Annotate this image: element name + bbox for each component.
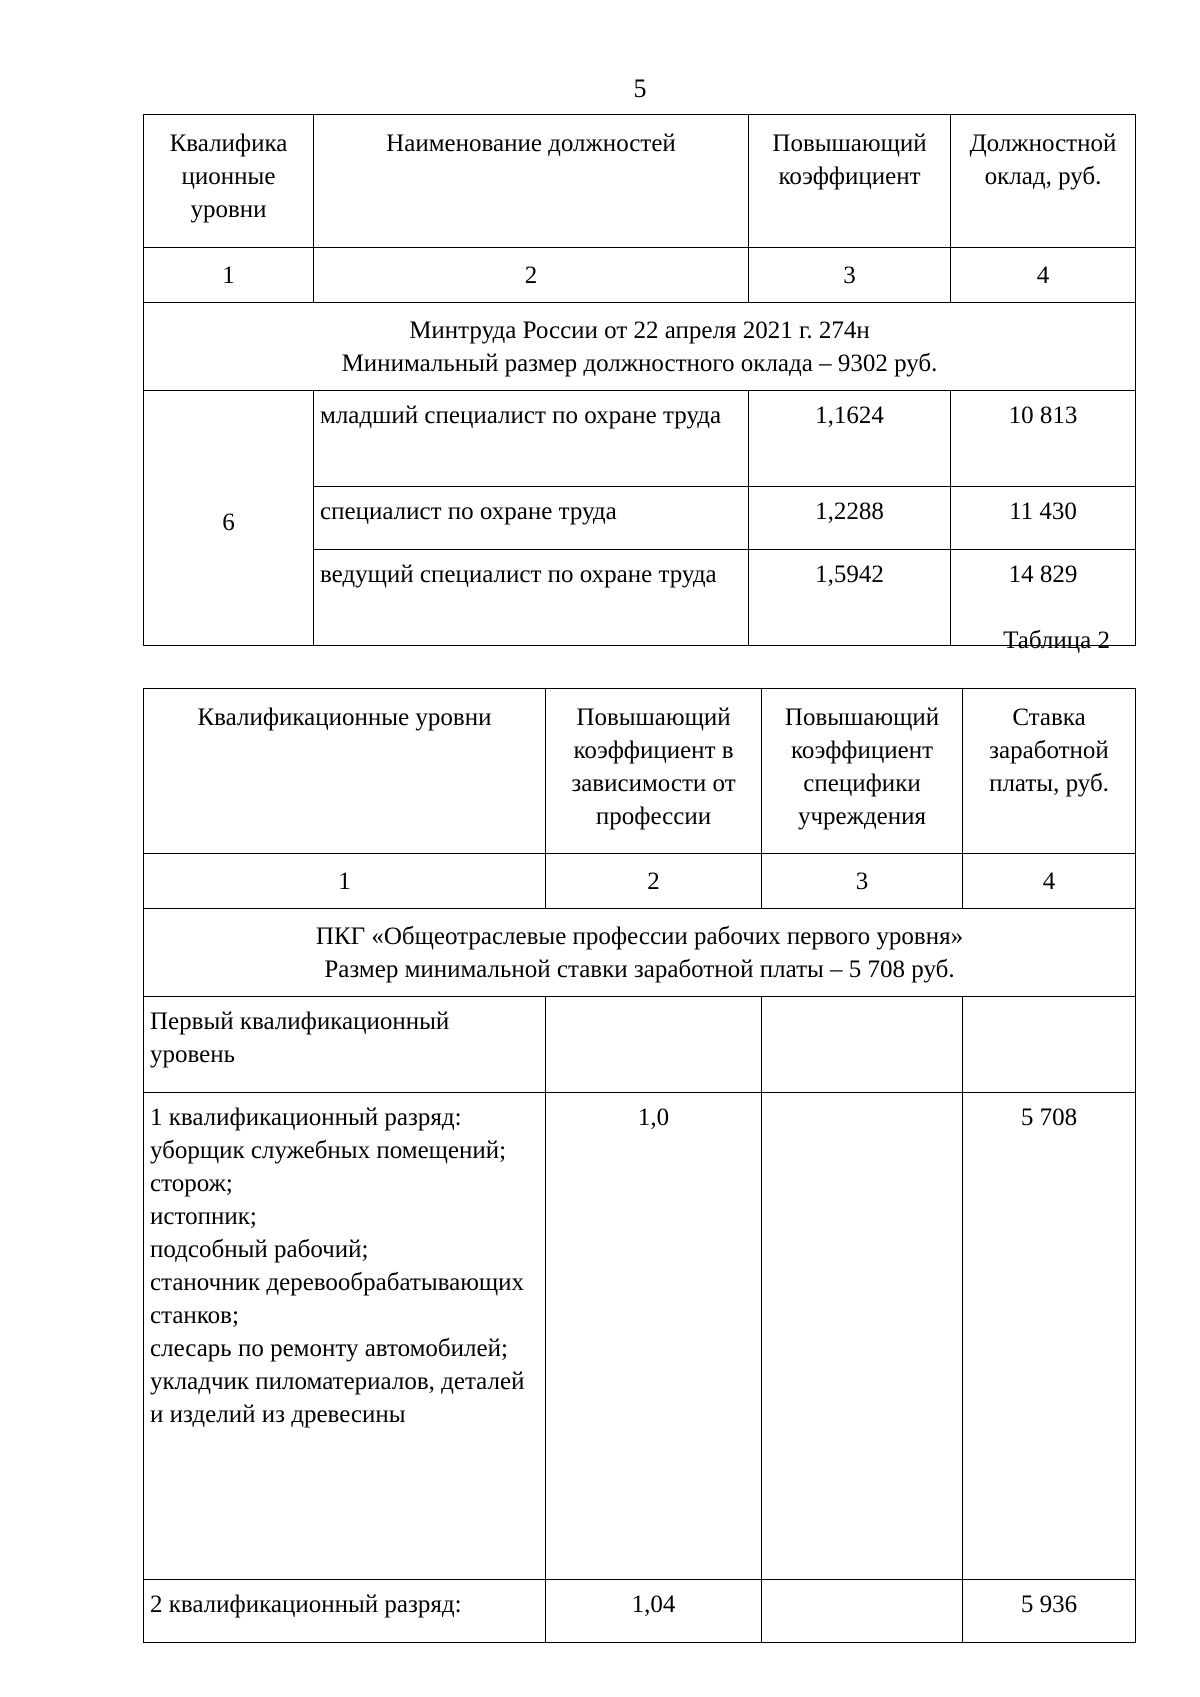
header-qualification-levels: Квалификационные уровни xyxy=(144,689,546,854)
positions-table xyxy=(143,114,1136,646)
column-number: 2 xyxy=(314,248,749,303)
coefficient-cell: 1,04 xyxy=(546,1580,762,1643)
column-number-row xyxy=(144,854,1136,909)
list-item: слесарь по ремонту автомобилей; xyxy=(150,1335,508,1362)
table-row xyxy=(144,997,1136,1093)
list-item: укладчик пиломатериалов, деталей и изделий из древесины xyxy=(150,1368,525,1428)
column-number: 3 xyxy=(749,248,951,303)
position-cell: специалист по охране труда xyxy=(314,487,749,550)
empty-cell xyxy=(963,997,1136,1093)
table-row xyxy=(144,1093,1136,1580)
header-coefficient: Повышающий коэффициент xyxy=(749,115,951,248)
qualification-level-label: Первый квалификационный уровень xyxy=(144,997,546,1093)
section-line: Размер минимальной ставки заработной платы – 5 708 руб. xyxy=(324,955,955,983)
coefficient-cell: 1,2288 xyxy=(749,487,951,550)
section-title xyxy=(144,909,1136,997)
header-qualification-levels: Квалифика ционные уровни xyxy=(144,115,314,248)
table-header-row xyxy=(144,115,1136,248)
empty-cell xyxy=(546,997,762,1093)
empty-cell xyxy=(762,997,963,1093)
table-row xyxy=(144,391,1136,487)
header-salary: Должностной оклад, руб. xyxy=(951,115,1136,248)
specific-coefficient-cell xyxy=(762,1580,963,1643)
qualification-level-cell: 6 xyxy=(144,391,314,646)
page-number: 5 xyxy=(633,74,647,103)
position-cell: ведущий специалист по охране труда xyxy=(314,550,749,646)
header-position-names: Наименование должностей xyxy=(314,115,749,248)
list-item: уборщик служебных помещений; xyxy=(150,1137,507,1164)
section-row xyxy=(144,909,1136,997)
salary-cell: 14 829 xyxy=(951,550,1136,646)
specific-coefficient-cell xyxy=(762,1093,963,1580)
coefficient-cell: 1,5942 xyxy=(749,550,951,646)
section-line: ПКГ «Общеотраслевые профессии рабочих первого уровня» xyxy=(315,922,964,950)
header-institution-coefficient: Повышающий коэффициент специфики учреждения xyxy=(762,689,963,854)
column-number: 4 xyxy=(951,248,1136,303)
column-number: 2 xyxy=(546,854,762,909)
rate-cell: 5 708 xyxy=(963,1093,1136,1580)
section-title xyxy=(144,303,1136,391)
column-number-row xyxy=(144,248,1136,303)
grade-cell xyxy=(144,1093,546,1580)
column-number: 1 xyxy=(144,248,314,303)
column-number: 4 xyxy=(963,854,1136,909)
table-row xyxy=(144,1580,1136,1643)
list-item: подсобный рабочий; xyxy=(150,1236,369,1263)
table-header-row xyxy=(144,689,1136,854)
rate-cell: 5 936 xyxy=(963,1580,1136,1643)
salary-cell: 10 813 xyxy=(951,391,1136,487)
list-item: станочник деревообрабатывающих станков; xyxy=(150,1269,525,1329)
list-item: сторож; xyxy=(150,1170,233,1197)
position-cell: младший специалист по охране труда xyxy=(314,391,749,487)
list-item: истопник; xyxy=(150,1203,257,1230)
table-caption: Таблица 2 xyxy=(1003,627,1110,654)
column-number: 3 xyxy=(762,854,963,909)
section-line: Минимальный размер должностного оклада – 9302 руб. xyxy=(341,349,938,377)
header-profession-coefficient: Повышающий коэффициент в зависимости от профессии xyxy=(546,689,762,854)
grade-title: 2 квалификационный разряд: xyxy=(144,1580,546,1643)
section-row xyxy=(144,303,1136,391)
workers-rates-table xyxy=(143,688,1136,1643)
section-line: Минтруда России от 22 апреля 2021 г. 274н xyxy=(409,316,870,344)
salary-cell: 11 430 xyxy=(951,487,1136,550)
coefficient-cell: 1,1624 xyxy=(749,391,951,487)
coefficient-cell: 1,0 xyxy=(546,1093,762,1580)
grade-title: 1 квалификационный разряд: xyxy=(150,1104,462,1131)
column-number: 1 xyxy=(144,854,546,909)
header-wage-rate: Ставка заработной платы, руб. xyxy=(963,689,1136,854)
